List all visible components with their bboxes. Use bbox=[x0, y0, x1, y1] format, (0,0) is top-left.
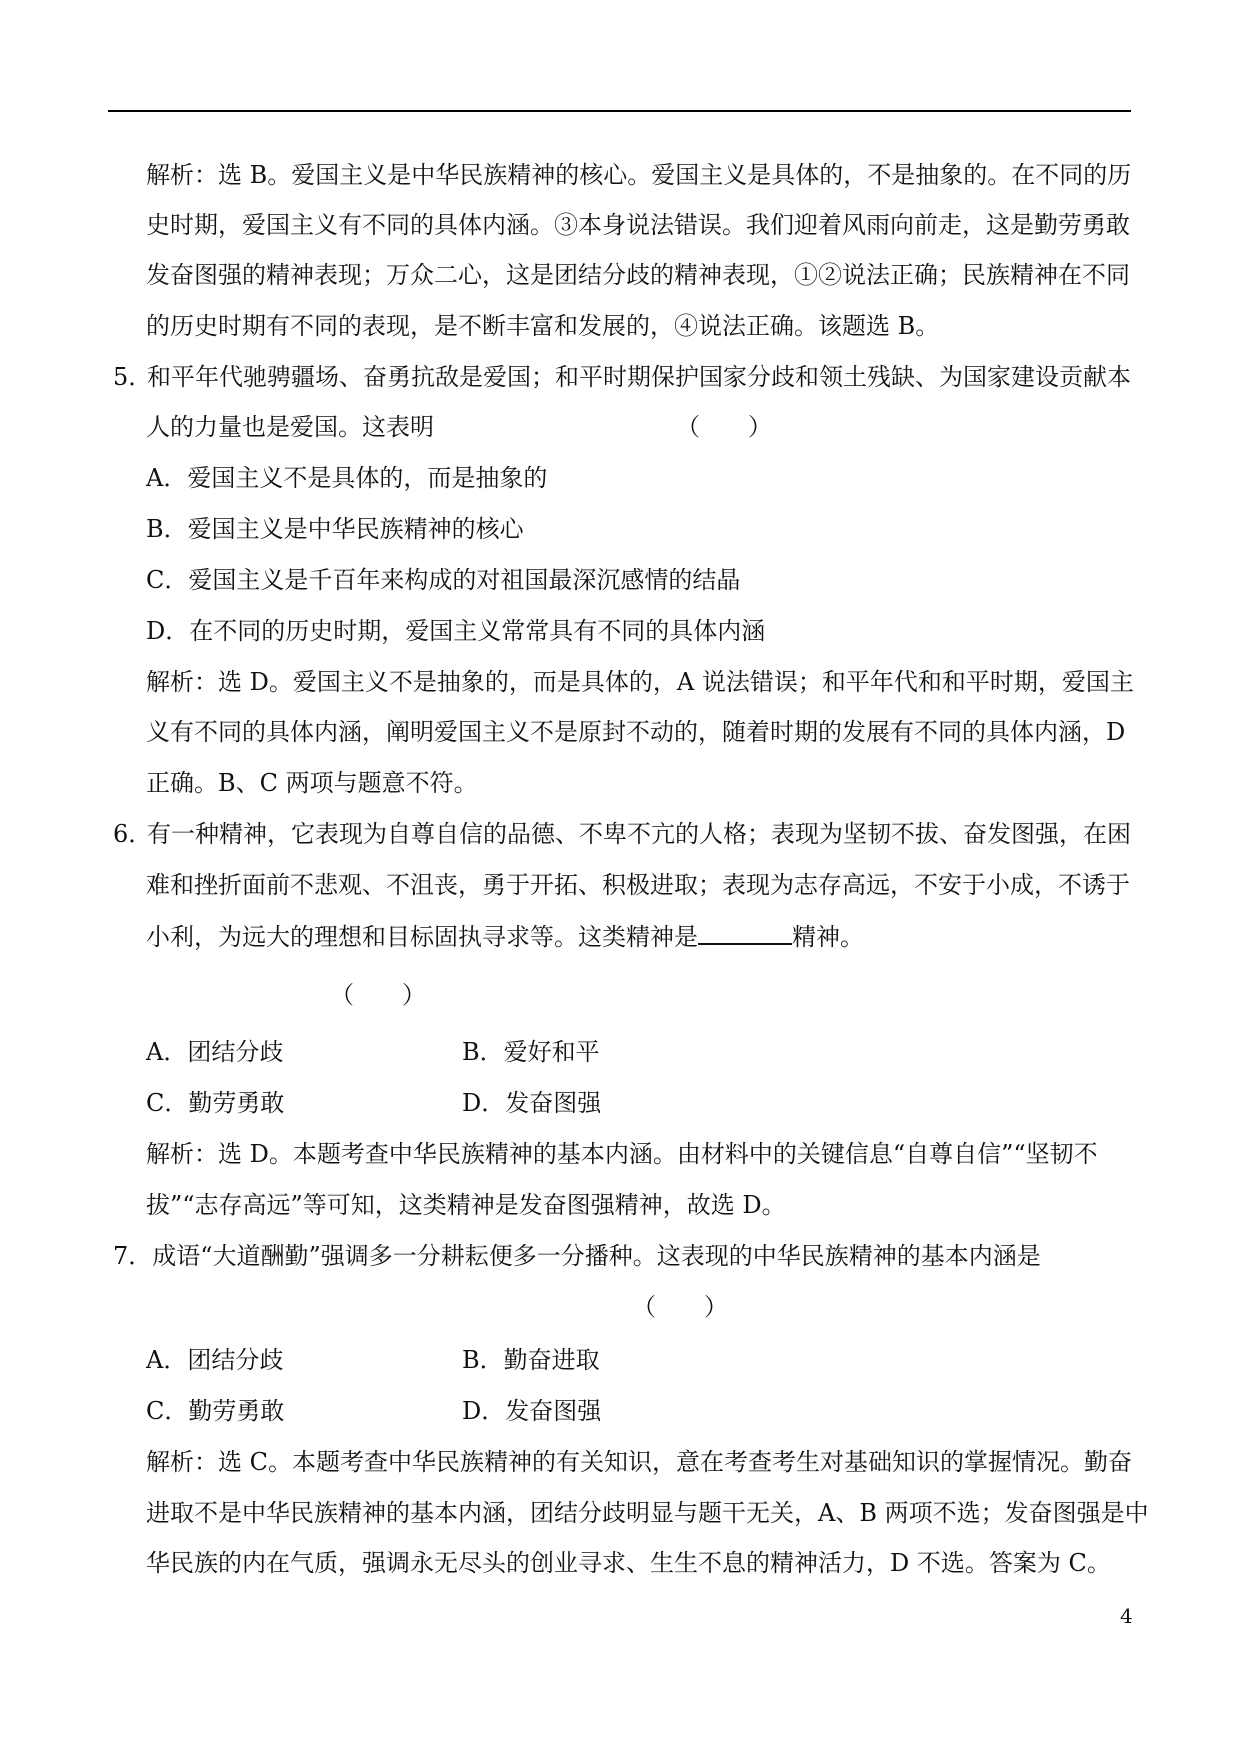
option-c: C．勤劳勇敢 bbox=[146, 1089, 285, 1117]
question-5 bbox=[113, 362, 1131, 392]
analysis-line: 解析：选 D。爱国主义不是抽象的，而是具体的，A 说法错误；和平年代和和平时期，爱国主 bbox=[146, 668, 1134, 696]
analysis-line: 进取不是中华民族精神的基本内涵，团结分歧明显与题干无关，A、B 两项不选；发奋图强是中 bbox=[146, 1499, 1149, 1527]
option-a: A．团结分歧 bbox=[146, 1038, 284, 1066]
analysis-line: 解析：选 C。本题考查中华民族精神的有关知识，意在考查考生对基础知识的掌握情况。勤奋 bbox=[146, 1448, 1132, 1476]
question-6 bbox=[113, 819, 1131, 849]
analysis-line: 解析：选 D。本题考查中华民族精神的基本内涵。由材料中的关键信息“自尊自信”“坚韧不 bbox=[146, 1140, 1098, 1168]
analysis-line: 正确。B、C 两项与题意不符。 bbox=[146, 769, 478, 797]
header-rule bbox=[108, 110, 1131, 112]
answer-parentheses: （ ） bbox=[330, 981, 426, 1009]
analysis-line: 史时期，爱国主义有不同的具体内涵。③本身说法错误。我们迎着风雨向前走，这是勤劳勇敢 bbox=[146, 211, 1130, 239]
answer-parentheses: （ ） bbox=[676, 413, 772, 441]
analysis-line: 拔”“志存高远”等可知，这类精神是发奋图强精神，故选 D。 bbox=[146, 1191, 786, 1219]
option-row bbox=[146, 1037, 283, 1067]
question-text: 和平年代驰骋疆场、奋勇抗敌是爱国；和平时期保护国家分歧和领土残缺、为国家建设贡献本 bbox=[147, 363, 1131, 391]
option-c: C．勤劳勇敢 bbox=[146, 1397, 285, 1425]
option-b: B．爱好和平 bbox=[462, 1038, 600, 1066]
question-text-part: 精神。 bbox=[792, 923, 864, 951]
analysis-line: 发奋图强的精神表现；万众二心，这是团结分歧的精神表现，①②说法正确；民族精神在不同 bbox=[146, 261, 1130, 289]
option-a: A．爱国主义不是具体的，而是抽象的 bbox=[146, 464, 548, 492]
option-d: D．发奋图强 bbox=[462, 1089, 602, 1117]
option-d: D．在不同的历史时期，爱国主义常常具有不同的具体内涵 bbox=[146, 617, 766, 645]
question-text: 有一种精神，它表现为自尊自信的品德、不卑不亢的人格；表现为坚韧不拔、奋发图强，在困 bbox=[147, 820, 1131, 848]
page-number: 4 bbox=[1120, 1604, 1133, 1628]
option-d: D．发奋图强 bbox=[462, 1397, 602, 1425]
fill-blank bbox=[698, 921, 792, 945]
question-number: 5． bbox=[113, 363, 153, 391]
answer-parentheses: （ ） bbox=[632, 1293, 728, 1321]
question-number: 6． bbox=[113, 820, 153, 848]
option-c: C．爱国主义是千百年来构成的对祖国最深沉感情的结晶 bbox=[146, 566, 741, 594]
question-text bbox=[146, 921, 864, 952]
question-text: 难和挫折面前不悲观、不沮丧，勇于开拓、积极进取；表现为志存高远，不安于小成，不诱于 bbox=[146, 871, 1130, 899]
analysis-line: 的历史时期有不同的表现，是不断丰富和发展的，④说法正确。该题选 B。 bbox=[146, 312, 940, 340]
question-text: 人的力量也是爱国。这表明 bbox=[146, 413, 434, 441]
question-7: 7．成语“大道酬勤”强调多一分耕耘便多一分播种。这表现的中华民族精神的基本内涵是 bbox=[113, 1242, 1041, 1270]
question-text-part: 小利，为远大的理想和目标固执寻求等。这类精神是 bbox=[146, 923, 698, 951]
analysis-line: 华民族的内在气质，强调永无尽头的创业寻求、生生不息的精神活力，D 不选。答案为 C。 bbox=[146, 1549, 1111, 1577]
option-b: B．爱国主义是中华民族精神的核心 bbox=[146, 515, 524, 543]
analysis-line: 解析：选 B。爱国主义是中华民族精神的核心。爱国主义是具体的，不是抽象的。在不同的历 bbox=[146, 161, 1132, 189]
option-a: A．团结分歧 bbox=[146, 1346, 284, 1374]
analysis-line: 义有不同的具体内涵，阐明爱国主义不是原封不动的，随着时期的发展有不同的具体内涵，D bbox=[146, 718, 1126, 746]
option-b: B．勤奋进取 bbox=[462, 1346, 600, 1374]
